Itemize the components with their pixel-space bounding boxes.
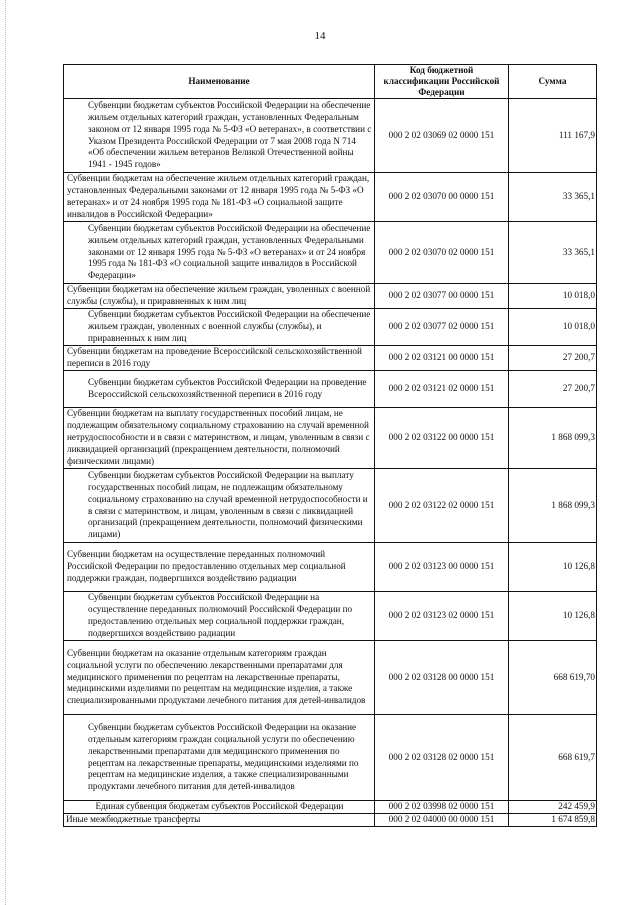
row-name: Единая субвенция бюджетам субъектов Российской Федерации — [64, 801, 375, 814]
table-body — [64, 99, 597, 827]
table-row — [64, 346, 597, 371]
row-code: 000 2 02 03998 02 0000 151 — [375, 801, 509, 814]
table-row — [64, 469, 597, 543]
row-sum: 33 365,1 — [509, 222, 597, 284]
header-name: Наименование — [64, 65, 375, 99]
row-name: Субвенции бюджетам на оказание отдельным категориям граждан социальной услуги по обеспечению лекарственными препаратами для медицинского применения по рецептам на лекарственные препараты, медицинскими изделиями по рецептам на медицинские изделия, а также специализированными продуктами лечебного питания для детей-инвалидов — [64, 641, 375, 715]
row-sum: 111 167,9 — [509, 99, 597, 173]
table-row — [64, 371, 597, 408]
row-sum: 10 126,8 — [509, 543, 597, 592]
header-code: Код бюджетной классификации Российской Федерации — [375, 65, 509, 99]
table-row — [64, 592, 597, 641]
table-row — [64, 309, 597, 346]
table-row — [64, 173, 597, 222]
row-name: Субвенции бюджетам на осуществление переданных полномочий Российской Федерации по предоставлению отдельных мер социальной поддержки граждан, подвергшихся воздействию радиации — [64, 543, 375, 592]
page-number: 14 — [314, 30, 326, 42]
table-row — [64, 284, 597, 309]
header-sum: Сумма — [509, 65, 597, 99]
table-row — [64, 641, 597, 715]
row-code: 000 2 02 03122 00 0000 151 — [375, 408, 509, 469]
row-code: 000 2 02 03123 02 0000 151 — [375, 592, 509, 641]
table-row — [64, 801, 597, 814]
row-name: Субвенции бюджетам субъектов Российской Федерации на обеспечение жильем граждан, уволенных с военной службы (службы), и приравненных к ним лиц — [64, 309, 375, 346]
row-name: Субвенции бюджетам субъектов Российской Федерации на обеспечение жильем отдельных категорий граждан, установленных Федеральными законами от 12 января 1995 года № 5-ФЗ «О ветеранах» и от 24 ноября 1995 года № 181-ФЗ «О социальной защите инвалидов в Российской Федерации» — [64, 222, 375, 284]
budget-table — [63, 64, 597, 827]
row-code: 000 2 02 03121 02 0000 151 — [375, 371, 509, 408]
row-sum: 668 619,7 — [509, 715, 597, 801]
scan-edge — [5, 0, 7, 905]
row-name: Субвенции бюджетам субъектов Российской Федерации на обеспечение жильем отдельных категорий граждан, установленных Федеральным законом от 12 января 1995 года № 5-ФЗ «О ветеранах», в соответствии с Указом Президента Российской Федерации от 7 мая 2008 года N 714 «Об обеспечении жильем ветеранов Великой Отечественной войны 1941 - 1945 годов» — [64, 99, 375, 173]
table-row — [64, 408, 597, 469]
table-row — [64, 222, 597, 284]
row-code: 000 2 02 03069 02 0000 151 — [375, 99, 509, 173]
row-name: Субвенции бюджетам на проведение Всероссийской сельскохозяйственной переписи в 2016 году — [64, 346, 375, 371]
row-sum: 1 674 859,8 — [509, 813, 597, 826]
row-code: 000 2 02 03070 02 0000 151 — [375, 222, 509, 284]
row-sum: 27 200,7 — [509, 346, 597, 371]
row-sum: 242 459,9 — [509, 801, 597, 814]
row-name: Субвенции бюджетам на обеспечение жильем граждан, уволенных с военной службы (службы), и приравненных к ним лиц — [64, 284, 375, 309]
row-name: Субвенции бюджетам на выплату государственных пособий лицам, не подлежащим обязательному социальному страхованию на случай временной нетрудоспособности и в связи с материнством, и лицам, уволенным в связи с ликвидацией организаций (прекращением деятельности, полномочий физическими лицами) — [64, 408, 375, 469]
row-sum: 10 018,0 — [509, 309, 597, 346]
row-sum: 1 868 099,3 — [509, 469, 597, 543]
row-sum: 10 126,8 — [509, 592, 597, 641]
table-row — [64, 813, 597, 826]
table-row — [64, 99, 597, 173]
row-code: 000 2 02 03128 02 0000 151 — [375, 715, 509, 801]
row-code: 000 2 02 03122 02 0000 151 — [375, 469, 509, 543]
row-sum: 27 200,7 — [509, 371, 597, 408]
row-code: 000 2 02 03077 00 0000 151 — [375, 284, 509, 309]
row-name: Субвенции бюджетам субъектов Российской Федерации на проведение Всероссийской сельскохозяйственной переписи в 2016 году — [64, 371, 375, 408]
row-code: 000 2 02 03070 00 0000 151 — [375, 173, 509, 222]
row-sum: 1 868 099,3 — [509, 408, 597, 469]
row-code: 000 2 02 03077 02 0000 151 — [375, 309, 509, 346]
row-sum: 668 619,70 — [509, 641, 597, 715]
row-name: Субвенции бюджетам субъектов Российской Федерации на оказание отдельным категориям граждан социальной услуги по обеспечению лекарственными препаратами для медицинского применения по рецептам на лекарственные препараты, медицинскими изделиями по рецептам на медицинские изделия, а также специализированными продуктами лечебного питания для детей-инвалидов — [64, 715, 375, 801]
row-code: 000 2 02 03123 00 0000 151 — [375, 543, 509, 592]
row-sum: 10 018,0 — [509, 284, 597, 309]
row-name: Субвенции бюджетам субъектов Российской Федерации на осуществление переданных полномочий Российской Федерации по предоставлению отдельных мер социальной поддержки граждан, подвергшихся воздействию радиации — [64, 592, 375, 641]
row-code: 000 2 02 04000 00 0000 151 — [375, 813, 509, 826]
row-name: Иные межбюджетные трансферты — [64, 813, 375, 826]
row-name: Субвенции бюджетам на обеспечение жильем отдельных категорий граждан, установленных Федеральными законами от 12 января 1995 года № 5-ФЗ «О ветеранах» и от 24 ноября 1995 года № 181-ФЗ «О социальной защите инвалидов в Российской Федерации» — [64, 173, 375, 222]
table-row — [64, 543, 597, 592]
row-name: Субвенции бюджетам субъектов Российской Федерации на выплату государственных пособий лицам, не подлежащим обязательному социальному страхованию на случай временной нетрудоспособности и в связи с материнством, и лицам, уволенным в связи с ликвидацией организаций (прекращением деятельности, полномочий физическими лицами) — [64, 469, 375, 543]
row-code: 000 2 02 03121 00 0000 151 — [375, 346, 509, 371]
table-header-row — [64, 65, 597, 99]
row-code: 000 2 02 03128 00 0000 151 — [375, 641, 509, 715]
row-sum: 33 365,1 — [509, 173, 597, 222]
table-row — [64, 715, 597, 801]
